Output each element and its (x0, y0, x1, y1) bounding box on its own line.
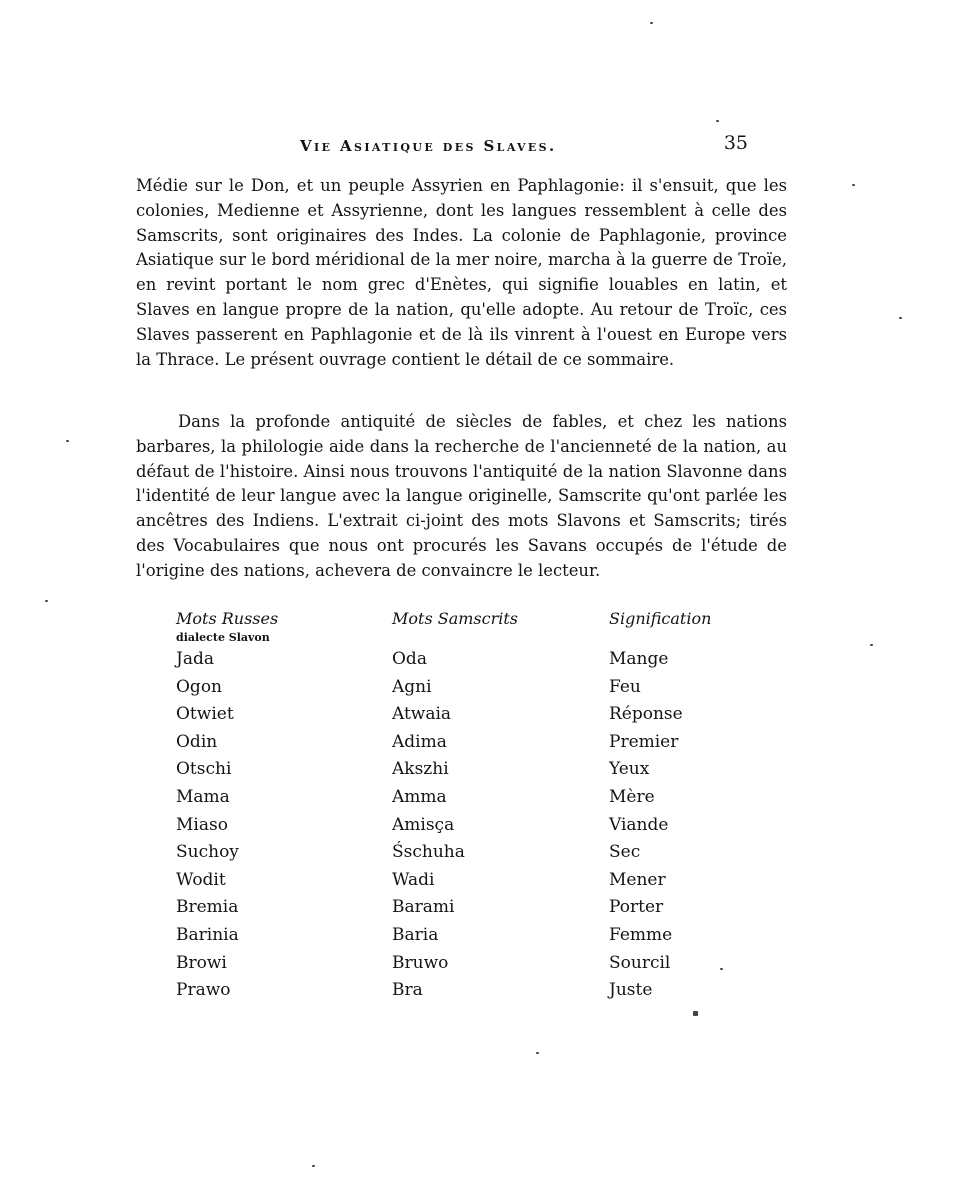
scan-speck (899, 317, 902, 319)
sanskrit-word: Bruwo (392, 952, 449, 973)
scan-speck (716, 120, 719, 122)
meaning-word: Femme (609, 924, 673, 945)
russian-word: Prawo (176, 980, 231, 1001)
sanskrit-word: Adima (392, 731, 447, 752)
sanskrit-word: Baria (392, 924, 439, 945)
scan-speck (870, 644, 873, 646)
sanskrit-word: Barami (392, 897, 455, 918)
russian-word: Bremia (176, 897, 239, 918)
russian-word: Mama (176, 786, 230, 807)
meaning-word: Porter (609, 897, 664, 918)
scan-speck (45, 600, 48, 602)
sanskrit-word: Bra (392, 980, 423, 1001)
meaning-word: Sourcil (609, 952, 671, 973)
sanskrit-word: Śschuha (392, 842, 465, 863)
sanskrit-word: Wadi (392, 869, 435, 890)
scan-speck (852, 184, 855, 186)
russian-column-header: Mots Russes (176, 609, 279, 628)
russian-word: Otschi (176, 759, 232, 780)
scan-speck (66, 440, 69, 442)
meaning-word: Premier (609, 731, 679, 752)
russian-word: Suchoy (176, 842, 239, 863)
sanskrit-word: Amisça (392, 814, 455, 835)
scan-speck (720, 968, 723, 970)
russian-word: Miaso (176, 814, 228, 835)
meaning-word: Sec (609, 842, 641, 863)
meaning-column (609, 608, 711, 1005)
sanskrit-words-column (392, 608, 518, 1005)
paragraph-2: Dans la profonde antiquité de siècles de fables, et chez les nations barbares, la philologie aide dans la recherche de l'ancienneté de la nation, au défaut de l'histoire. Ainsi nous trouvons l'antiquité de la nation Slavonne dans l'identité de leur langue avec la langue originelle, Samscrite qu'ont parlée les ancêtres des Indiens. L'extrait ci-joint des mots Slavons et Samscrits; tirés des Vocabulaires que nous ont procurés les Savans occupés de l'étude de l'origine des nations, achevera de convaincre le lecteur. (136, 412, 787, 580)
sanskrit-word: Amma (392, 786, 447, 807)
sanskrit-word: Oda (392, 649, 427, 669)
russian-word: Jada (176, 649, 214, 669)
meaning-word: Yeux (609, 759, 650, 780)
meaning-word: Mère (609, 786, 655, 807)
meaning-word: Viande (609, 814, 669, 835)
sanskrit-column-header: Mots Samscrits (392, 609, 518, 628)
meaning-word: Réponse (609, 704, 683, 725)
russian-words-column (176, 608, 278, 1005)
paragraph-1: Médie sur le Don, et un peuple Assyrien en Paphlagonie: il s'ensuit, que les colonies, Medienne et Assyrienne, dont les langues ressemblent à celle des Samscrits, sont originaires des Indes. La colonie de Paphlagonie, province Asiatique sur le bord méridional de la mer noire, marcha à la guerre de Troïe, en revint portant le nom grec d'Enètes, qui signifie louables en latin, et Slaves en langue propre de la nation, qu'elle adopte. Au retour de Troïc, ces Slaves passerent en Paphlagonie et de là ils vinrent à l'ouest en Europe vers la Thrace. Le présent ouvrage contient le détail de ce sommaire. (136, 176, 787, 369)
russian-word: Wodit (176, 869, 226, 890)
russian-word: Ogon (176, 676, 223, 697)
russian-word: Barinia (176, 924, 239, 945)
sanskrit-word: Akszhi (392, 759, 449, 780)
page-number: 35 (723, 132, 748, 154)
meaning-word: Feu (609, 676, 641, 697)
meaning-word: Mener (609, 869, 666, 890)
scan-speck (650, 22, 653, 24)
running-header (300, 132, 760, 163)
sanskrit-word: Agni (392, 676, 432, 697)
russian-word: Browi (176, 952, 227, 973)
running-title: Vie Asiatique des Slaves. (300, 137, 557, 155)
scan-speck (536, 1052, 539, 1054)
meaning-word: Juste (609, 980, 653, 1001)
russian-word: Otwiet (176, 704, 234, 725)
meaning-column-header: Signification (609, 609, 712, 628)
scan-speck (693, 1011, 698, 1016)
russian-column-subheader: dialecte Slavon (176, 631, 270, 644)
meaning-word: Mange (609, 649, 669, 669)
russian-word: Odin (176, 731, 218, 752)
sanskrit-word: Atwaia (392, 704, 452, 725)
scan-speck (312, 1165, 315, 1167)
